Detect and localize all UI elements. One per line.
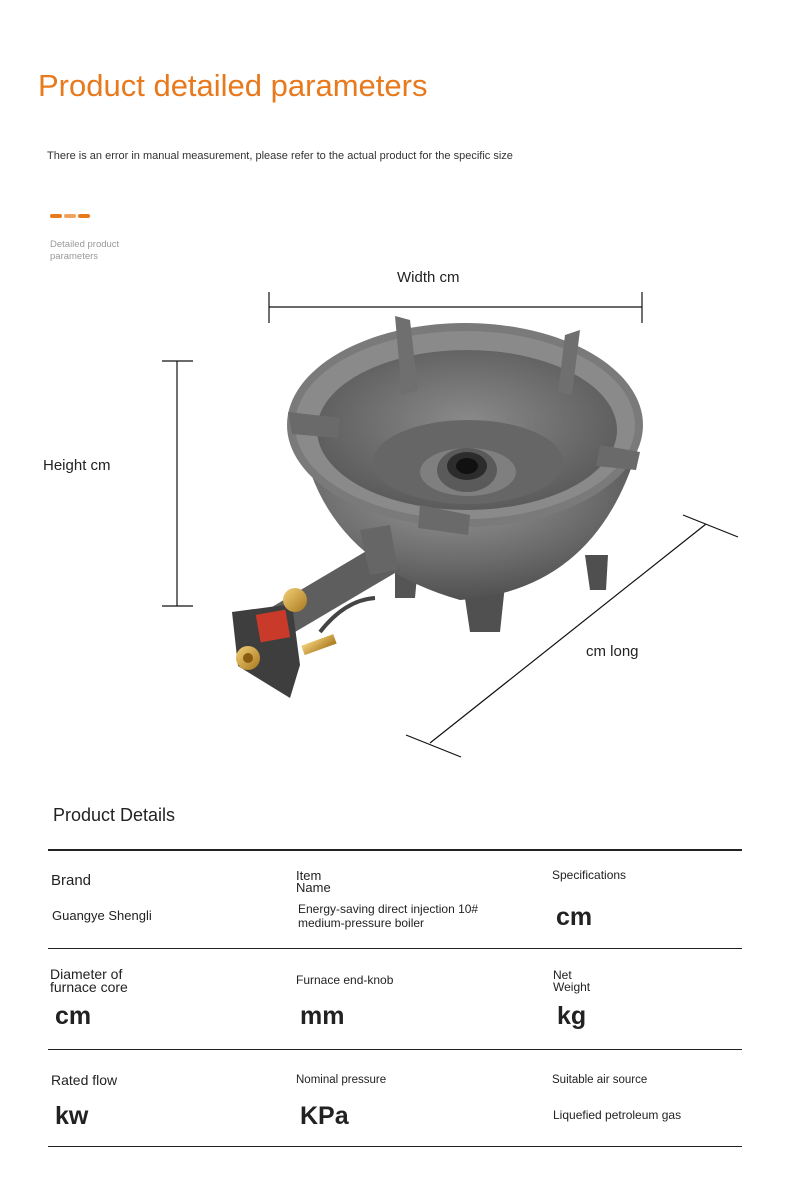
table-top-border: [48, 849, 742, 851]
length-label: cm long: [586, 643, 639, 660]
air-source-value: Liquefied petroleum gas: [553, 1108, 682, 1122]
specifications-value: cm: [556, 903, 593, 931]
table-bottom-border: [48, 1146, 742, 1147]
section-subtitle: Detailed product parameters: [50, 239, 120, 262]
measurement-note: There is an error in manual measurement, please refer to the actual product for the specific size: [47, 150, 513, 162]
brand-value: Guangye Shengli: [52, 908, 152, 923]
nominal-pressure-value: KPa: [300, 1102, 349, 1130]
core-diameter-key: Diameter of furnace core: [50, 966, 128, 995]
core-diameter-value: cm: [55, 1002, 92, 1030]
rated-flow-key: Rated flow: [51, 1072, 118, 1088]
width-dimension: [269, 292, 642, 323]
height-dimension: [162, 361, 193, 606]
item-name-key: Item Name: [296, 868, 331, 895]
net-weight-key: Net Weight: [553, 968, 591, 994]
row-divider: [48, 1049, 742, 1050]
details-heading: Product Details: [53, 805, 176, 825]
width-label: Width cm: [397, 269, 460, 286]
air-source-key: Suitable air source: [552, 1074, 648, 1086]
burner-image: [232, 316, 643, 698]
furnace-knob-value: mm: [300, 1002, 345, 1030]
row-divider: [48, 948, 742, 949]
page-title: Product detailed parameters: [38, 68, 428, 103]
specifications-key: Specifications: [552, 868, 627, 882]
height-label: Height cm: [43, 457, 111, 474]
net-weight-value: kg: [557, 1002, 587, 1030]
nominal-pressure-key: Nominal pressure: [296, 1074, 387, 1086]
rated-flow-value: kw: [55, 1102, 89, 1130]
brand-key: Brand: [51, 872, 92, 889]
furnace-knob-key: Furnace end-knob: [296, 973, 394, 987]
item-name-value: Energy-saving direct injection 10# medium-pressure boiler: [298, 902, 479, 930]
